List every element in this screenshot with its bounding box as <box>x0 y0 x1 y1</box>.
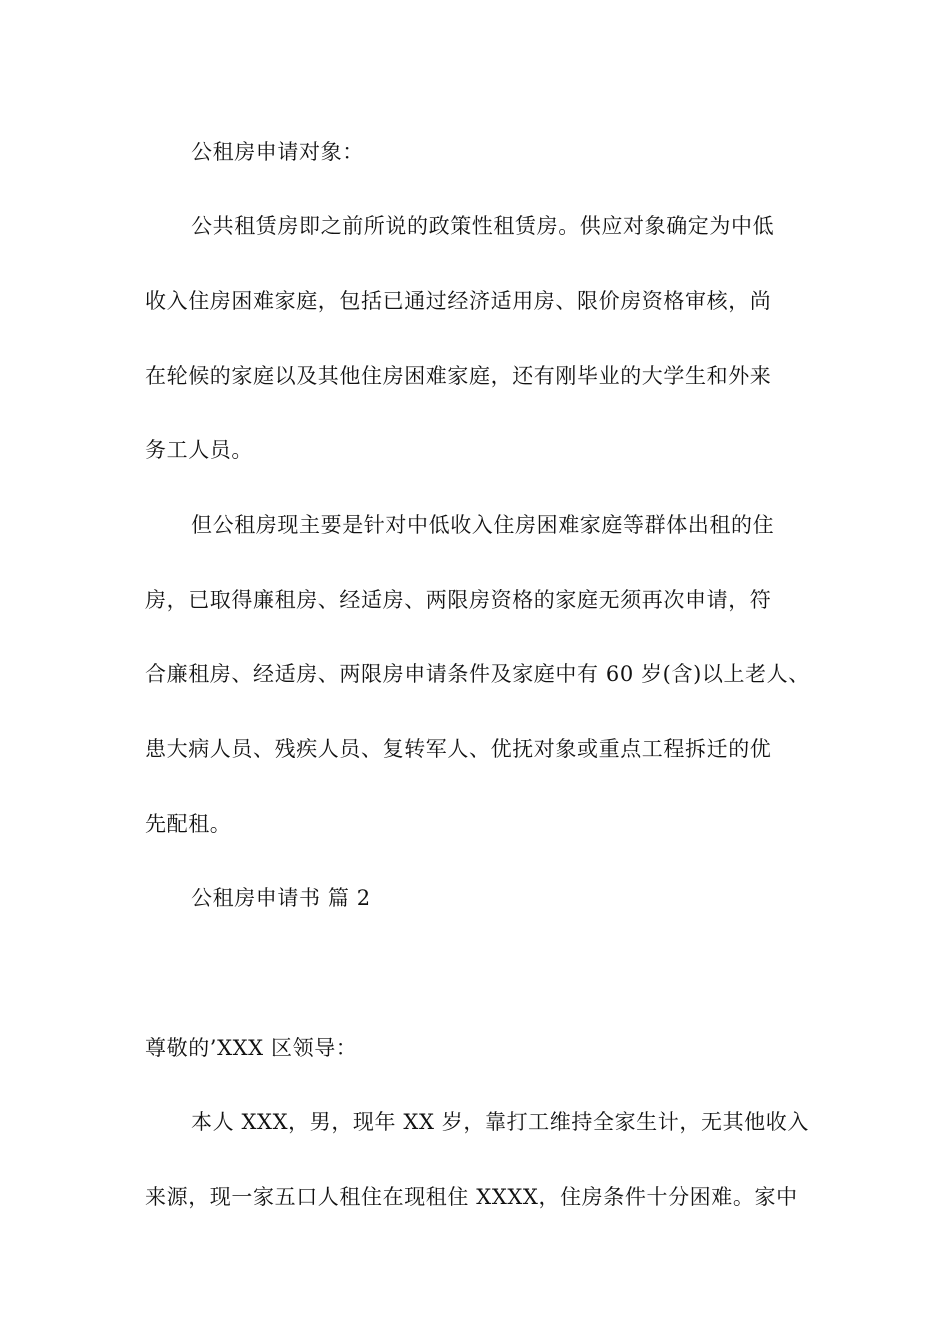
paragraph-line: 合廉租房、经适房、两限房申请条件及家庭中有 60 岁(含)以上老人、 <box>145 662 810 686</box>
paragraph-line: 公共租赁房即之前所说的政策性租赁房。供应对象确定为中低 <box>191 214 775 238</box>
paragraph-line: 收入住房困难家庭，包括已通过经济适用房、限价房资格审核，尚 <box>145 289 772 313</box>
paragraph-line: 务工人员。 <box>145 438 253 462</box>
paragraph-line: 房，已取得廉租房、经适房、两限房资格的家庭无须再次申请，符 <box>145 588 772 612</box>
paragraph-line: 在轮候的家庭以及其他住房困难家庭，还有刚毕业的大学生和外来 <box>145 364 772 388</box>
paragraph-line: 来源，现一家五口人租住在现租住 XXXX，住房条件十分困难。家中 <box>145 1185 798 1209</box>
salutation-line: 尊敬的’XXX 区领导： <box>145 1036 358 1060</box>
paragraph-line: 但公租房现主要是针对中低收入住房困难家庭等群体出租的住 <box>191 513 775 537</box>
paragraph-line: 患大病人员、残疾人员、复转军人、优抚对象或重点工程拆迁的优 <box>145 737 772 761</box>
section-heading-part2: 公租房申请书 篇 2 <box>191 886 371 910</box>
paragraph-line: 先配租。 <box>145 812 232 836</box>
section-heading-applicants: 公租房申请对象： <box>191 140 364 164</box>
paragraph-line: 本人 XXX，男，现年 XX 岁，靠打工维持全家生计，无其他收入 <box>191 1110 809 1134</box>
